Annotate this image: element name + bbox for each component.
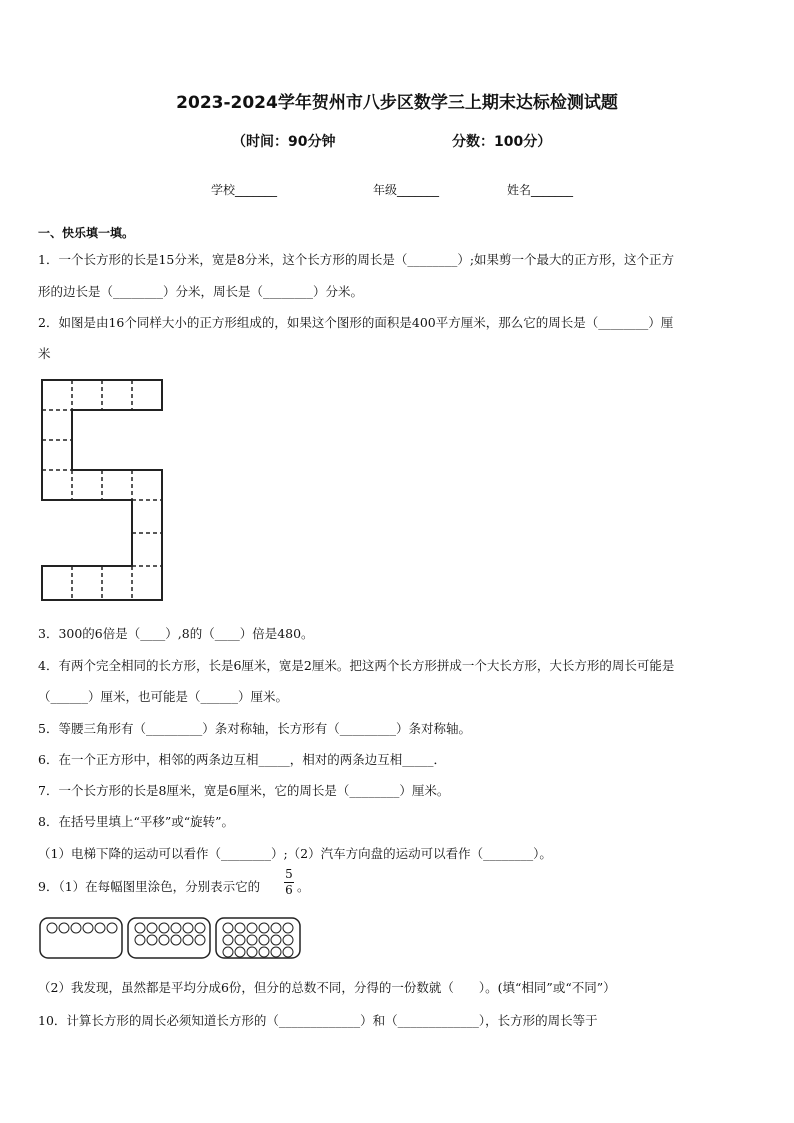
question-10: 10．计算长方形的周长必须知道长方形的（_____________）和（_____________），长方形的周长等于 bbox=[38, 1013, 598, 1028]
question-9-end: 。 bbox=[297, 879, 310, 894]
question-4-line-1: 4．有两个完全相同的长方形，长是6厘米，宽是2厘米。把这两个长方形拼成一个大长方形，大长方形的周长可能是 bbox=[38, 658, 675, 673]
question-9-part-1 bbox=[38, 877, 260, 895]
fraction-denominator: 6 bbox=[285, 883, 293, 897]
question-3: 3．300的6倍是（____）,8的（____）倍是480。 bbox=[38, 626, 314, 641]
box-18-circles bbox=[216, 918, 300, 958]
s-shape-figure bbox=[40, 378, 166, 604]
question-2-line-1: 2．如图是由16个同样大小的正方形组成的，如果这个图形的面积是400平方厘米，那么它的周长是（________）厘 bbox=[38, 315, 674, 330]
question-9-part-2: （2）我发现，虽然都是平均分成6份，但分的总数不同，分得的一份数就（ ）。(填“相同”或“不同”） bbox=[38, 980, 616, 995]
circle-groups-figure bbox=[38, 914, 304, 962]
question-5: 5．等腰三角形有（_________）条对称轴，长方形有（_________）条对称轴。 bbox=[38, 721, 471, 736]
school-field: 学校_______ bbox=[211, 183, 278, 197]
exam-score: 分数：100分） bbox=[452, 134, 552, 150]
fraction-five-sixths bbox=[284, 868, 294, 897]
question-7: 7．一个长方形的长是8厘米，宽是6厘米，它的周长是（________）厘米。 bbox=[38, 783, 450, 798]
page-title: 2023-2024学年贺州市八步区数学三上期末达标检测试题 bbox=[176, 93, 618, 113]
question-1-line-2: 形的边长是（________）分米，周长是（________）分米。 bbox=[38, 284, 364, 299]
question-6: 6．在一个正方形中，相邻的两条边互相_____，相对的两条边互相_____． bbox=[38, 752, 446, 767]
name-field: 姓名_______ bbox=[507, 183, 574, 197]
question-8: 8．在括号里填上“平移”或“旋转”。 bbox=[38, 814, 235, 829]
question-1-line-1: 1．一个长方形的长是15分米，宽是8分米，这个长方形的周长是（________）;如果剪一个最大的正方形，这个正方 bbox=[38, 252, 675, 267]
question-9-text: 9．（1）在每幅图里涂色，分别表示它的 bbox=[38, 879, 261, 894]
grade-field: 年级_______ bbox=[373, 183, 440, 197]
question-8-parts: （1）电梯下降的运动可以看作（________）;（2）汽车方向盘的运动可以看作（________）。 bbox=[38, 846, 552, 861]
question-4-line-2: （______）厘米，也可能是（______）厘米。 bbox=[38, 689, 289, 704]
section-heading: 一、快乐填一填。 bbox=[38, 226, 135, 240]
fraction-numerator: 5 bbox=[285, 867, 293, 881]
exam-time: （时间：90分钟 bbox=[232, 134, 336, 150]
question-2-line-2: 米 bbox=[38, 346, 51, 361]
